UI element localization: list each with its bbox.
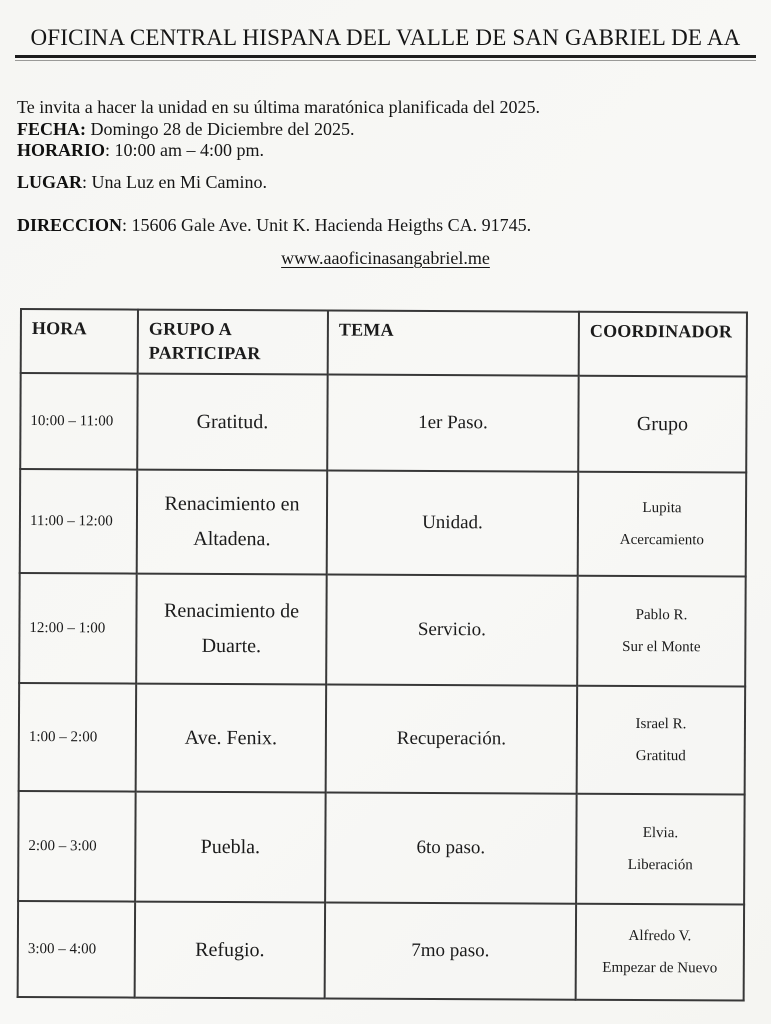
grupo-cell: Renacimiento de Duarte. [136, 574, 327, 685]
coordinador-cell [578, 472, 747, 577]
tema-cell: Unidad. [327, 471, 579, 576]
schedule-row [20, 469, 746, 577]
direccion-label: DIRECCION [17, 215, 123, 235]
coordinador-line: Israel R. [635, 715, 687, 733]
title-underline-shadow [15, 60, 756, 61]
coordinador-line: Acercamiento [619, 531, 704, 549]
title-underline [15, 55, 756, 58]
coordinador-cell [576, 904, 744, 1001]
coordinador-line: Empezar de Nuevo [602, 959, 718, 977]
grupo-cell: Puebla. [135, 792, 326, 903]
grupo-cell: Refugio. [135, 902, 325, 999]
tema-cell: Recuperación. [326, 685, 578, 794]
hora-cell: 10:00 – 11:00 [20, 373, 137, 470]
coordinador-line: Grupo [636, 413, 689, 436]
coordinador-line: Elvia. [642, 824, 679, 841]
tema-cell: 1er Paso. [327, 375, 578, 472]
schedule-row [19, 573, 746, 687]
header-cell-coordinador: COORDINADOR [579, 312, 747, 377]
coordinador-cell [576, 794, 745, 905]
grupo-cell: Renacimiento en Altadena. [137, 470, 328, 575]
document-title: OFICINA CENTRAL HISPANA DEL VALLE DE SAN GABRIEL DE AA [30, 25, 741, 50]
website-link: www.aaoficinasangabriel.me [281, 248, 490, 268]
grupo-cell: Gratitud. [137, 374, 327, 471]
invitation-line: Te invita a hacer la unidad en su última maratónica planificada del 2025. [17, 97, 541, 117]
schedule-row [18, 791, 745, 905]
schedule-row [20, 373, 746, 473]
lugar-value: : Una Luz en Mi Camino. [82, 172, 267, 192]
coordinador-cell [578, 376, 746, 473]
coordinador-line: Lupita [642, 499, 682, 516]
hora-cell: 2:00 – 3:00 [18, 791, 136, 902]
header-cell-hora: HORA [21, 309, 138, 374]
lugar-label: LUGAR [17, 172, 83, 192]
schedule-row [18, 901, 744, 1001]
hora-cell: 12:00 – 1:00 [19, 573, 137, 684]
hora-cell: 1:00 – 2:00 [19, 683, 137, 792]
direccion-value: : 15606 Gale Ave. Unit K. Hacienda Heigths CA. 91745. [122, 215, 532, 235]
coordinador-line: Alfredo V. [628, 927, 692, 945]
header-cell-tema: TEMA [328, 311, 579, 376]
hora-cell: 11:00 – 12:00 [20, 469, 138, 574]
grupo-cell: Ave. Fenix. [136, 684, 327, 793]
schedule-row [19, 683, 746, 795]
lugar-line [17, 172, 267, 193]
coordinador-line: Gratitud [635, 748, 686, 765]
coordinador-line: Liberación [627, 856, 693, 874]
horario-line [17, 140, 264, 161]
horario-label: HORARIO [17, 140, 106, 160]
fecha-value: Domingo 28 de Diciembre del 2025. [86, 119, 355, 139]
schedule-header-row [21, 309, 747, 377]
tema-cell: Servicio. [326, 575, 578, 686]
schedule-table [17, 308, 748, 1002]
fecha-label: FECHA: [17, 119, 86, 139]
tema-cell: 6to paso. [325, 792, 577, 903]
coordinador-line: Pablo R. [635, 606, 688, 624]
horario-value: : 10:00 am – 4:00 pm. [105, 140, 265, 160]
hora-cell: 3:00 – 4:00 [18, 901, 135, 998]
tema-cell: 7mo paso. [325, 902, 576, 999]
header-cell-grupo: GRUPO A PARTICIPAR [138, 310, 328, 375]
coordinador-cell [577, 576, 746, 687]
fecha-line [17, 119, 354, 140]
direccion-line [17, 215, 531, 236]
coordinador-cell [577, 686, 746, 795]
coordinador-line: Sur el Monte [622, 638, 701, 656]
